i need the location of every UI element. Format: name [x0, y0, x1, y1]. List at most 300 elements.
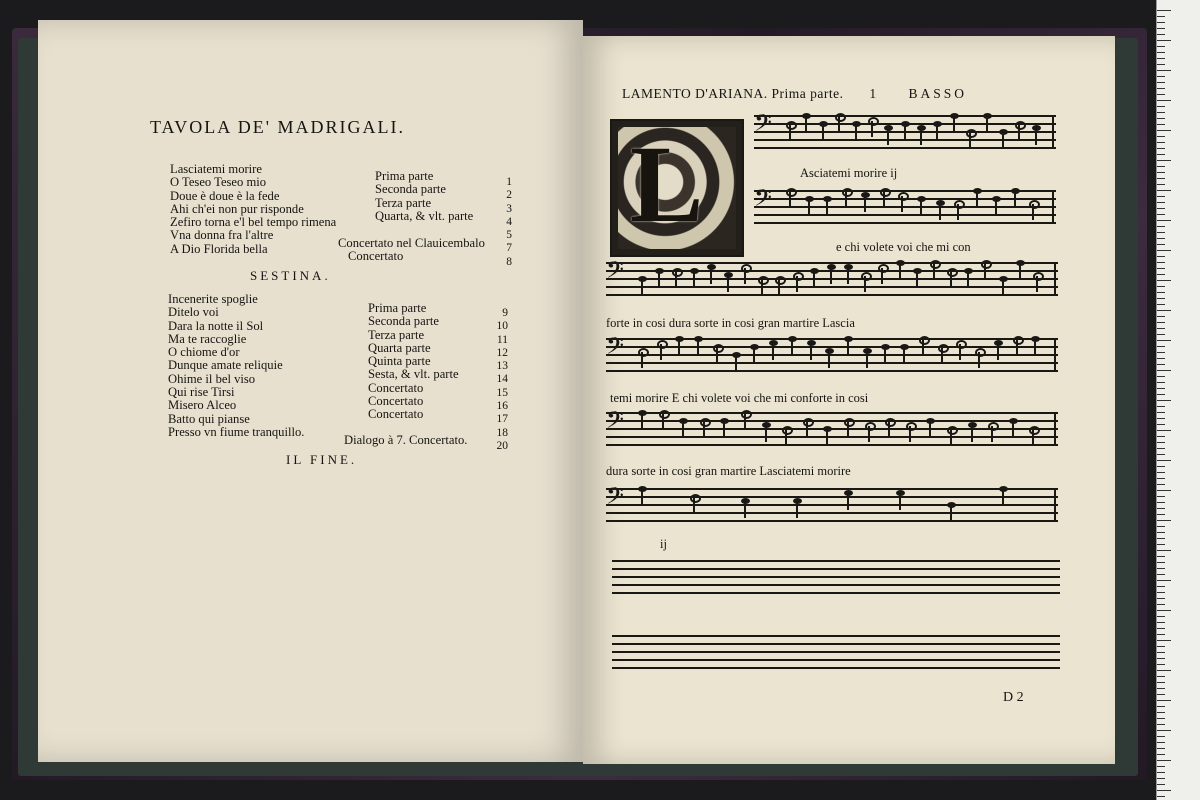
- ruler-tick: [1157, 292, 1165, 293]
- staff: [612, 635, 1060, 675]
- note-stem: [810, 344, 812, 360]
- list-item: Ahi ch'ei non pur risponde: [170, 201, 304, 216]
- staff-line: [612, 651, 1060, 653]
- clef-symbol: 𝄢: [606, 406, 625, 439]
- ruler-tick: [1157, 484, 1165, 485]
- page-number: 2: [506, 189, 512, 202]
- bar-line: [1052, 115, 1054, 149]
- note-stem: [838, 117, 840, 133]
- ruler-tick: [1157, 148, 1165, 149]
- note-stem: [868, 426, 870, 442]
- ruler-tick: [1157, 556, 1165, 557]
- ruler-tick: [1157, 256, 1165, 257]
- note-stem: [641, 414, 643, 430]
- ruler-tick: [1157, 280, 1171, 281]
- note-stem: [845, 192, 847, 208]
- lyric-line-1: Asciatemi morire ij: [800, 166, 898, 180]
- music-note: [659, 410, 670, 419]
- ruler-tick: [1157, 394, 1165, 395]
- music-note: [1029, 426, 1040, 435]
- ruler-tick: [1157, 178, 1165, 179]
- page-number: 1: [506, 176, 512, 188]
- music-note: [793, 272, 804, 281]
- note-stem: [1002, 133, 1004, 149]
- ruler-tick: [1157, 652, 1165, 653]
- music-note: [1013, 336, 1024, 345]
- ruler-tick: [1157, 16, 1165, 17]
- madrigal-list: [170, 163, 336, 256]
- staff-line: [754, 206, 1056, 208]
- music-note: [741, 264, 752, 273]
- page-number: 10: [496, 320, 508, 333]
- note-stem: [941, 348, 943, 364]
- note-stem: [772, 344, 774, 360]
- staff-line: [606, 512, 1058, 514]
- note-stem: [1018, 125, 1020, 141]
- part-label: Concertato: [368, 380, 424, 395]
- note-stem: [953, 117, 955, 133]
- ruler-tick: [1157, 784, 1165, 785]
- ruler-tick: [1157, 196, 1165, 197]
- page-number: 9: [502, 307, 508, 319]
- measurement-ruler: [1156, 0, 1200, 800]
- page-number: 7: [506, 242, 512, 255]
- list-item: A Dio Florida bella: [170, 241, 268, 256]
- part-label: Concertato: [348, 249, 404, 264]
- note-stem: [864, 196, 866, 212]
- note-stem: [864, 276, 866, 292]
- staff-line: [606, 370, 1058, 372]
- ruler-tick: [1157, 208, 1165, 209]
- staff: [606, 332, 1058, 378]
- music-note: [786, 121, 797, 130]
- note-stem: [920, 129, 922, 145]
- list-item: Qui rise Tirsi: [168, 385, 235, 400]
- note-stem: [761, 280, 763, 296]
- ruler-tick: [1157, 124, 1165, 125]
- list-item: Misero Alceo: [168, 398, 237, 413]
- ruler-tick: [1157, 166, 1165, 167]
- sestina-parts: [368, 302, 459, 422]
- madrigal-parts: [375, 170, 473, 223]
- part-label: Seconda parte: [375, 182, 446, 197]
- ruler-tick: [1157, 778, 1165, 779]
- note-stem: [899, 494, 901, 510]
- staff-line: [612, 643, 1060, 645]
- staff-line: [612, 635, 1060, 637]
- ruler-tick: [1157, 526, 1165, 527]
- ruler-tick: [1157, 328, 1165, 329]
- staff-line: [754, 115, 1056, 117]
- note-stem: [744, 414, 746, 430]
- ruler-tick: [1157, 76, 1165, 77]
- staff-line: [606, 354, 1058, 356]
- part-label: Prima parte: [375, 169, 434, 183]
- ruler-tick: [1157, 490, 1171, 491]
- note-stem: [950, 506, 952, 522]
- staff-line: [606, 444, 1058, 446]
- ruler-tick: [1157, 676, 1165, 677]
- note-stem: [959, 344, 961, 360]
- music-note: [758, 276, 769, 285]
- note-stem: [744, 268, 746, 284]
- sestina-dialogo: Dialogo à 7. Concertato.: [344, 433, 468, 447]
- note-stem: [855, 125, 857, 141]
- note-stem: [995, 200, 997, 216]
- music-note: [803, 418, 814, 427]
- note-stem: [1035, 129, 1037, 145]
- note-stem: [939, 204, 941, 220]
- ruler-tick: [1157, 568, 1165, 569]
- note-stem: [675, 272, 677, 288]
- note-stem: [950, 430, 952, 446]
- ruler-tick: [1157, 46, 1165, 47]
- ruler-tick: [1157, 496, 1165, 497]
- note-stem: [903, 348, 905, 364]
- part-label: Concertato: [368, 407, 424, 422]
- ruler-tick: [1157, 682, 1165, 683]
- list-item: Dunque amate reliquie: [168, 358, 283, 373]
- note-stem: [847, 340, 849, 356]
- header-page-number: 1: [869, 86, 877, 101]
- staff-line: [612, 560, 1060, 562]
- staff: [612, 560, 1060, 600]
- staff-line: [606, 436, 1058, 438]
- staff: [754, 184, 1056, 230]
- music-note: [638, 348, 649, 357]
- note-stem: [723, 422, 725, 438]
- music-note: [1033, 272, 1044, 281]
- ruler-tick: [1157, 310, 1171, 311]
- note-stem: [641, 490, 643, 506]
- ruler-tick: [1157, 796, 1165, 797]
- staff-line: [612, 584, 1060, 586]
- staff-line: [606, 286, 1058, 288]
- note-stem: [658, 272, 660, 288]
- list-item: O chiome d'or: [168, 345, 240, 360]
- ruler-tick: [1157, 730, 1171, 731]
- ruler-tick: [1157, 460, 1171, 461]
- lyric-line-6: ij: [660, 537, 667, 551]
- part-label: Prima parte: [368, 301, 427, 315]
- note-stem: [881, 268, 883, 284]
- note-stem: [727, 276, 729, 292]
- ruler-tick: [1157, 694, 1165, 695]
- music-note: [700, 418, 711, 427]
- note-stem: [697, 340, 699, 356]
- music-note: [713, 344, 724, 353]
- note-stem: [976, 192, 978, 208]
- note-stem: [866, 352, 868, 368]
- music-note: [842, 188, 853, 197]
- ruler-tick: [1157, 262, 1165, 263]
- music-note: [672, 268, 683, 277]
- note-stem: [920, 200, 922, 216]
- ruler-tick: [1157, 412, 1165, 413]
- ruler-tick: [1157, 448, 1165, 449]
- ruler-tick: [1157, 130, 1171, 131]
- ruler-tick: [1157, 514, 1165, 515]
- part-label: Quarta, & vlt. parte: [375, 208, 474, 223]
- note-stem: [899, 264, 901, 280]
- ruler-tick: [1157, 466, 1165, 467]
- madrigal-concertato: [338, 237, 485, 264]
- ruler-tick: [1157, 712, 1165, 713]
- note-stem: [887, 129, 889, 145]
- page-number: 18: [496, 426, 508, 439]
- ruler-tick: [1157, 352, 1165, 353]
- ruler-tick: [1157, 688, 1165, 689]
- ruler-tick: [1157, 382, 1165, 383]
- bar-line: [1052, 190, 1054, 224]
- note-stem: [884, 348, 886, 364]
- ruler-tick: [1157, 610, 1171, 611]
- ruler-tick: [1157, 346, 1165, 347]
- note-stem: [716, 348, 718, 364]
- music-note: [906, 422, 917, 431]
- part-label: Quarta parte: [368, 340, 431, 355]
- ruler-tick: [1157, 172, 1165, 173]
- ruler-tick: [1157, 598, 1165, 599]
- ruler-tick: [1157, 40, 1171, 41]
- list-item: Doue è doue è la fede: [170, 188, 280, 203]
- note-stem: [796, 502, 798, 518]
- ruler-tick: [1157, 544, 1165, 545]
- note-stem: [1014, 192, 1016, 208]
- note-stem: [1032, 430, 1034, 446]
- note-stem: [1012, 422, 1014, 438]
- ruler-tick: [1157, 604, 1165, 605]
- ruler-tick: [1157, 10, 1171, 11]
- staff: [606, 406, 1058, 452]
- music-note: [919, 336, 930, 345]
- ruler-tick: [1157, 646, 1165, 647]
- page-number: 20: [496, 439, 508, 452]
- note-stem: [847, 268, 849, 284]
- ruler-tick: [1157, 232, 1165, 233]
- ruler-tick: [1157, 202, 1165, 203]
- note-stem: [901, 196, 903, 212]
- initial-letter: L: [630, 123, 704, 245]
- music-note: [885, 418, 896, 427]
- ruler-tick: [1157, 538, 1165, 539]
- staff-line: [754, 147, 1056, 149]
- page-number: 5: [506, 229, 512, 242]
- ruler-tick: [1157, 22, 1165, 23]
- ruler-tick: [1157, 376, 1165, 377]
- part-label: Terza parte: [368, 327, 425, 342]
- ruler-tick: [1157, 82, 1165, 83]
- staff-line: [612, 592, 1060, 594]
- music-note: [835, 113, 846, 122]
- ruler-tick: [1157, 214, 1165, 215]
- ruler-tick: [1157, 658, 1165, 659]
- clef-symbol: 𝄢: [606, 332, 625, 365]
- note-stem: [822, 125, 824, 141]
- ruler-tick: [1157, 508, 1165, 509]
- note-stem: [888, 422, 890, 438]
- note-stem: [826, 200, 828, 216]
- note-stem: [1036, 276, 1038, 292]
- list-item: Lasciatemi morire: [170, 162, 262, 176]
- music-note: [782, 426, 793, 435]
- list-item: O Teseo Teseo mio: [170, 175, 267, 190]
- note-stem: [703, 422, 705, 438]
- staff-line: [612, 659, 1060, 661]
- ruler-tick: [1157, 100, 1171, 101]
- lyric-line-5: dura sorte in cosi gran martire Lasciatemi morire: [606, 464, 851, 478]
- note-stem: [984, 264, 986, 280]
- ruler-tick: [1157, 52, 1165, 53]
- ruler-tick: [1157, 268, 1165, 269]
- page-number: 17: [496, 413, 508, 426]
- staff-line: [612, 568, 1060, 570]
- page-number: 15: [496, 386, 508, 399]
- ruler-tick: [1157, 574, 1165, 575]
- clef-symbol: 𝄢: [754, 184, 773, 217]
- ruler-tick: [1157, 220, 1171, 221]
- lyric-line-3: forte in cosi dura sorte in cosi gran martire Lascia: [606, 316, 855, 330]
- music-note: [930, 260, 941, 269]
- ruler-tick: [1157, 142, 1165, 143]
- list-item: Incenerite spoglie: [168, 292, 258, 306]
- note-stem: [904, 125, 906, 141]
- page-number: 16: [496, 400, 508, 413]
- note-stem: [805, 117, 807, 133]
- staff-line: [754, 214, 1056, 216]
- ruler-tick: [1157, 340, 1171, 341]
- note-stem: [991, 426, 993, 442]
- ruler-tick: [1157, 136, 1165, 137]
- ruler-tick: [1157, 664, 1165, 665]
- note-stem: [1034, 340, 1036, 356]
- ruler-tick: [1157, 454, 1165, 455]
- note-stem: [847, 422, 849, 438]
- ruler-tick: [1157, 700, 1171, 701]
- ruler-tick: [1157, 418, 1165, 419]
- ruler-tick: [1157, 634, 1165, 635]
- ruler-tick: [1157, 322, 1165, 323]
- ruler-tick: [1157, 718, 1165, 719]
- note-stem: [796, 276, 798, 292]
- staff: [606, 256, 1058, 302]
- voice-label: BASSO: [908, 86, 968, 101]
- ruler-tick: [1157, 304, 1165, 305]
- note-stem: [967, 272, 969, 288]
- staff-line: [606, 338, 1058, 340]
- clef-symbol: 𝄢: [754, 109, 773, 142]
- note-stem: [929, 422, 931, 438]
- note-stem: [936, 125, 938, 141]
- note-stem: [1002, 280, 1004, 296]
- list-item: Ohime il bel viso: [168, 371, 256, 386]
- lyric-line-2: e chi volete voi che mi con: [836, 240, 971, 254]
- note-stem: [950, 272, 952, 288]
- ruler-tick: [1157, 532, 1165, 533]
- note-stem: [744, 502, 746, 518]
- ruler-tick: [1157, 550, 1171, 551]
- music-note: [975, 348, 986, 357]
- list-item: Dara la notte il Sol: [168, 318, 264, 333]
- note-stem: [735, 356, 737, 372]
- ruler-tick: [1157, 388, 1165, 389]
- bar-line: [1054, 338, 1056, 372]
- music-note: [741, 410, 752, 419]
- note-stem: [693, 272, 695, 288]
- ruler-tick: [1157, 616, 1165, 617]
- bar-line: [1054, 488, 1056, 522]
- list-item: Zefiro torna e'l bel tempo rimena: [170, 215, 337, 230]
- ruler-tick: [1157, 622, 1165, 623]
- note-stem: [883, 192, 885, 208]
- sestina-heading: SESTINA.: [250, 268, 331, 283]
- music-note: [947, 268, 958, 277]
- note-stem: [978, 352, 980, 368]
- ruler-tick: [1157, 592, 1165, 593]
- clef-symbol: 𝄢: [606, 256, 625, 289]
- end-label: IL FINE.: [286, 452, 358, 467]
- note-stem: [785, 430, 787, 446]
- music-note: [786, 188, 797, 197]
- decorated-initial: [610, 119, 744, 257]
- music-note: [690, 494, 701, 503]
- ruler-tick: [1157, 790, 1171, 791]
- page-number: 11: [496, 333, 508, 346]
- note-stem: [791, 340, 793, 356]
- ruler-tick: [1157, 562, 1165, 563]
- ruler-tick: [1157, 400, 1171, 401]
- note-stem: [933, 264, 935, 280]
- note-stem: [830, 268, 832, 284]
- music-note: [938, 344, 949, 353]
- note-stem: [778, 280, 780, 296]
- sestina-list: [168, 293, 304, 439]
- ruler-tick: [1157, 772, 1165, 773]
- page-title: TAVOLA DE' MADRIGALI.: [150, 117, 405, 137]
- staff-line: [606, 294, 1058, 296]
- staff-line: [612, 667, 1060, 669]
- staff: [606, 482, 1058, 528]
- ruler-tick: [1157, 754, 1165, 755]
- note-stem: [789, 125, 791, 141]
- page-number: 12: [496, 346, 508, 359]
- madrigal-numbers: [488, 176, 512, 269]
- ruler-tick: [1157, 520, 1171, 521]
- staff-line: [606, 278, 1058, 280]
- note-stem: [971, 426, 973, 442]
- ruler-tick: [1157, 64, 1165, 65]
- ruler-tick: [1157, 34, 1165, 35]
- staff-line: [754, 222, 1056, 224]
- part-label: Sesta, & vlt. parte: [368, 367, 459, 382]
- note-stem: [693, 498, 695, 514]
- ruler-tick: [1157, 94, 1165, 95]
- music-note: [981, 260, 992, 269]
- note-stem: [806, 422, 808, 438]
- ruler-tick: [1157, 430, 1171, 431]
- list-item: Vna donna fra l'altre: [170, 228, 274, 243]
- note-stem: [662, 414, 664, 430]
- music-note: [880, 188, 891, 197]
- note-stem: [710, 268, 712, 284]
- note-stem: [969, 133, 971, 149]
- ruler-tick: [1157, 298, 1165, 299]
- list-item: Batto qui pianse: [168, 411, 250, 426]
- note-stem: [765, 426, 767, 442]
- note-stem: [641, 280, 643, 296]
- list-item: Presso vn fiume tranquillo.: [168, 424, 305, 439]
- ruler-tick: [1157, 160, 1171, 161]
